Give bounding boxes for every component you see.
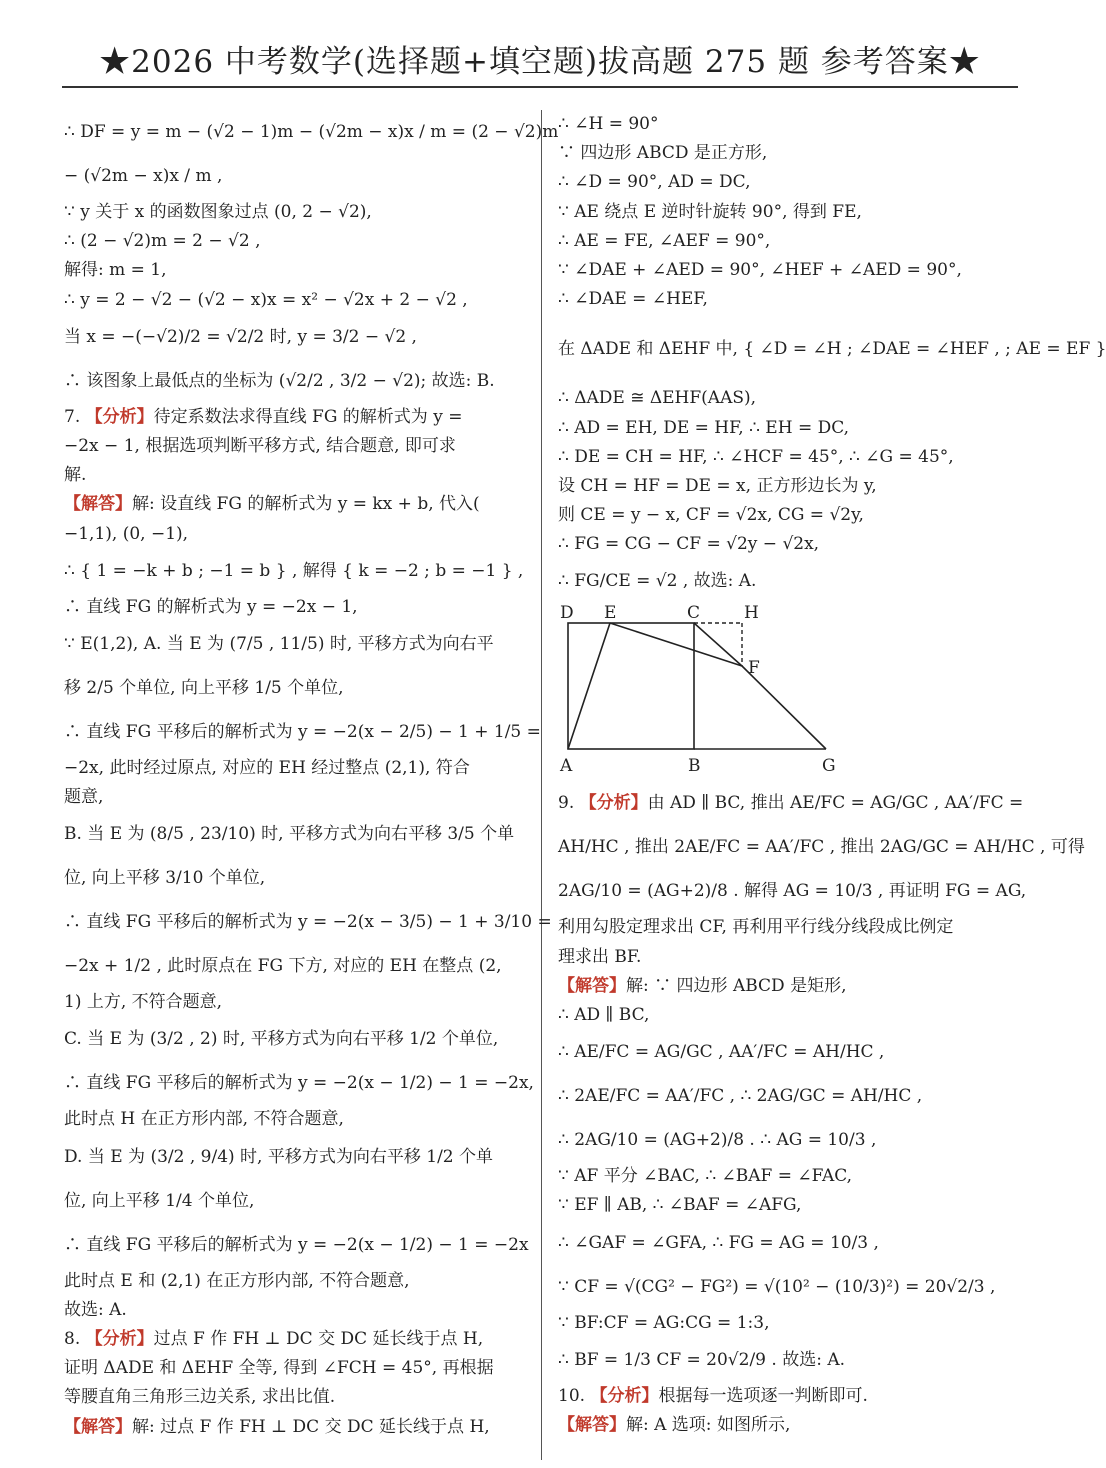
right-column-bottom: [558, 781, 1085, 1440]
segment-ef: [610, 623, 742, 666]
text-line: [558, 869, 1027, 913]
line-text: 设 CH = HF = DE = x, 正方形边长为 y,: [558, 475, 877, 496]
line-text: ∴ AE/FC = AG/GC , AA′/FC = AH/HC ,: [558, 1042, 885, 1063]
line-text: 解: 过点 F 作 FH ⊥ DC 交 DC 延长线于点 H,: [132, 1416, 490, 1437]
line-text: ∴ 直线 FG 平移后的解析式为 y = −2(x − 3/5) − 1 + 3/10 =: [64, 912, 552, 933]
text-line: [64, 1223, 529, 1267]
text-line: [558, 384, 1020, 413]
text-line: [558, 972, 1020, 1001]
label-c: C: [687, 603, 701, 624]
text-line: [64, 549, 524, 593]
text-line: [558, 256, 1020, 285]
text-line: [64, 520, 524, 549]
line-text: ∴ AD = EH, DE = HF, ∴ EH = DC,: [558, 417, 850, 438]
line-text: 此时点 E 和 (2,1) 在正方形内部, 不符合题意,: [64, 1270, 410, 1291]
line-text: 由 AD ∥ BC, 推出 AE/FC = AG/GC , AA′/FC =: [647, 793, 1024, 814]
text-line: [558, 110, 1020, 139]
line-text: D. 当 E 为 (3/2 , 9/4) 时, 平移方式为向右平移 1/2 个单: [64, 1146, 494, 1167]
line-text: − (√2m − x)x / m ,: [64, 166, 223, 186]
line-text: ∴ { 1 = −k + b ; −1 = b } , 解得 { k = −2 ; b = −1 } ,: [64, 560, 524, 581]
line-text: 解: A 选项: 如图所示,: [626, 1414, 791, 1435]
geometry-diagram: [558, 605, 858, 775]
text-line: [558, 913, 1020, 942]
label-g: G: [822, 756, 836, 777]
line-text: AH/HC , 推出 2AE/FC = AA′/FC , 推出 2AG/GC = AH/HC , 可得: [558, 837, 1085, 858]
line-text: ∵ AE 绕点 E 逆时针旋转 90°, 得到 FE,: [558, 201, 862, 222]
label-e: E: [604, 603, 617, 624]
text-line: [64, 227, 524, 256]
text-line: [558, 1382, 1020, 1411]
text-line: [558, 168, 1020, 197]
line-text: ∵ 四边形 ABCD 是正方形,: [558, 143, 768, 164]
column-divider: [541, 110, 542, 1460]
text-line: [64, 315, 524, 359]
text-line: [558, 559, 1020, 603]
section-tag: 【分析】: [590, 1385, 659, 1406]
question-number: 7.: [64, 406, 86, 427]
text-line: [64, 359, 524, 403]
text-line: [64, 1413, 524, 1442]
text-line: [64, 403, 524, 432]
text-line: [558, 825, 1085, 869]
section-tag: 【解答】: [558, 975, 626, 996]
text-line: [64, 666, 524, 710]
text-line: [558, 530, 1020, 559]
text-line: [558, 501, 1020, 530]
text-line: [64, 856, 524, 900]
text-line: [64, 1325, 524, 1354]
line-text: 理求出 BF.: [558, 946, 642, 967]
text-line: [558, 414, 1020, 443]
line-text: ∴ ∠D = 90°, AD = DC,: [558, 172, 751, 193]
line-text: ∴ FG/CE = √2 , 故选: A.: [558, 571, 757, 592]
text-line: [64, 622, 524, 666]
text-line: [558, 1001, 1020, 1030]
text-line: [64, 812, 524, 856]
line-text: 当 x = −(−√2)/2 = √2/2 时, y = 3/2 − √2 ,: [64, 326, 417, 347]
line-text: 利用勾股定理求出 CF, 再利用平行线分线段成比例定: [558, 917, 954, 938]
text-line: [64, 783, 524, 812]
label-h: H: [744, 603, 759, 624]
segment-ae: [568, 623, 610, 749]
text-line: [64, 1061, 534, 1105]
text-line: [64, 1135, 524, 1179]
line-text: 根据每一选项逐一判断即可.: [658, 1385, 868, 1406]
line-text: ∴ 2AG/10 = (AG+2)/8 . ∴ AG = 10/3 ,: [558, 1130, 877, 1151]
text-line: [558, 139, 1020, 168]
text-line: [558, 1265, 1020, 1309]
text-line: [558, 1162, 1020, 1191]
text-line: [64, 1296, 524, 1325]
text-line: [64, 1179, 524, 1223]
right-column: [558, 110, 1106, 1440]
label-d: D: [560, 603, 574, 624]
line-text: ∴ y = 2 − √2 − (√2 − x)x = x² − √2x + 2 − √2 ,: [64, 289, 468, 310]
section-tag: 【解答】: [64, 1416, 132, 1437]
text-line: [64, 593, 524, 622]
line-text: ∴ ∠GAF = ∠GFA, ∴ FG = AG = 10/3 ,: [558, 1232, 879, 1253]
square-abcd: [568, 623, 694, 749]
question-number: 10.: [558, 1385, 591, 1406]
segment-fg: [742, 666, 826, 749]
line-text: ∴ ΔADE ≅ ΔEHF(AAS),: [558, 388, 757, 409]
line-text: 解: ∵ 四边形 ABCD 是矩形,: [626, 975, 847, 996]
line-text: ∴ DF = y = m − (√2 − 1)m − (√2m − x)x / m = (2 − √2)m: [64, 122, 559, 142]
line-text: ∴ 直线 FG 的解析式为 y = −2x − 1,: [64, 596, 358, 617]
text-line: [64, 432, 524, 461]
header-divider: [62, 86, 1018, 88]
line-text: ∵ EF ∥ AB, ∴ ∠BAF = ∠AFG,: [558, 1195, 802, 1216]
label-b: B: [688, 756, 701, 777]
line-text: −1,1), (0, −1),: [64, 523, 189, 544]
text-line: [558, 1191, 1020, 1220]
line-text: ∵ BF:CF = AG:CG = 1:3,: [558, 1312, 770, 1333]
line-text: ∴ 直线 FG 平移后的解析式为 y = −2(x − 1/2) − 1 = −2x: [64, 1234, 529, 1255]
line-text: ∵ y 关于 x 的函数图象过点 (0, 2 − √2),: [64, 202, 372, 222]
text-line: [64, 461, 524, 490]
line-text: 2AG/10 = (AG+2)/8 . 解得 AG = 10/3 , 再证明 FG = AG,: [558, 881, 1027, 902]
line-text: 题意,: [64, 787, 104, 808]
text-line: [558, 1118, 1020, 1162]
text-line: [64, 490, 524, 519]
line-text: −2x − 1, 根据选项判断平移方式, 结合题意, 即可求: [64, 435, 456, 456]
line-text: −2x + 1/2 , 此时原点在 FG 下方, 对应的 EH 在整点 (2,: [64, 956, 502, 977]
section-tag: 【解答】: [558, 1414, 626, 1435]
line-text: ∴ ∠DAE = ∠HEF,: [558, 289, 708, 310]
text-line: [64, 944, 524, 988]
line-text: 等腰直角三角形三边关系, 求出比值.: [64, 1387, 336, 1408]
line-text: ∴ (2 − √2)m = 2 − √2 ,: [64, 231, 261, 252]
text-line: [558, 285, 1020, 314]
line-text: 过点 F 作 FH ⊥ DC 交 DC 延长线于点 H,: [153, 1329, 484, 1349]
line-text: −2x, 此时经过原点, 对应的 EH 经过整点 (2,1), 符合: [64, 757, 470, 778]
text-line: [558, 198, 1020, 227]
text-line: [64, 988, 524, 1017]
text-line: [558, 227, 1020, 256]
text-line: [558, 1030, 1020, 1074]
section-tag: 【分析】: [579, 793, 648, 814]
line-text: 此时点 H 在正方形内部, 不符合题意,: [64, 1109, 344, 1130]
text-line: [558, 943, 1020, 972]
line-text: 移 2/5 个单位, 向上平移 1/5 个单位,: [64, 677, 344, 698]
text-line: [64, 256, 524, 285]
question-number: 9.: [558, 793, 580, 814]
text-line: [558, 1221, 1020, 1265]
line-text: ∴ DE = CH = HF, ∴ ∠HCF = 45°, ∴ ∠G = 45°,: [558, 446, 954, 467]
line-text: ∴ AE = FE, ∠AEF = 90°,: [558, 230, 771, 251]
line-text: C. 当 E 为 (3/2 , 2) 时, 平移方式为向右平移 1/2 个单位,: [64, 1029, 499, 1050]
text-line: [64, 1383, 524, 1412]
text-line: [64, 710, 541, 754]
line-text: ∴ 该图象上最低点的坐标为 (√2/2 , 3/2 − √2); 故选: B.: [64, 370, 495, 391]
left-column: [64, 110, 559, 1442]
text-line: [64, 1354, 524, 1383]
line-text: ∴ 直线 FG 平移后的解析式为 y = −2(x − 1/2) − 1 = −2x,: [64, 1073, 534, 1094]
text-line: [558, 472, 1020, 501]
line-text: 解得: m = 1,: [64, 260, 167, 281]
text-line: [64, 1267, 524, 1296]
question-number: 8.: [64, 1329, 86, 1349]
line-text: 待定系数法求得直线 FG 的解析式为 y =: [153, 406, 463, 427]
section-tag: 【解答】: [64, 494, 132, 515]
line-text: 位, 向上平移 3/10 个单位,: [64, 868, 266, 889]
line-text: 证明 ΔADE 和 ΔEHF 全等, 得到 ∠FCH = 45°, 再根据: [64, 1358, 494, 1379]
page-title: ★2026 中考数学(选择题+填空题)拔高题 275 题 参考答案★: [99, 44, 981, 80]
text-line: [64, 1105, 524, 1134]
text-line: [558, 1338, 1020, 1382]
text-line: [64, 198, 524, 227]
line-text: 则 CE = y − x, CF = √2x, CG = √2y,: [558, 505, 864, 526]
text-line: [64, 286, 524, 315]
text-line: [64, 110, 559, 154]
line-text: ∴ BF = 1/3 CF = 20√2/9 . 故选: A.: [558, 1349, 846, 1370]
section-tag: 【分析】: [85, 1329, 154, 1349]
text-line: [64, 754, 524, 783]
text-line: [558, 1411, 1020, 1440]
line-text: ∵ E(1,2), A. 当 E 为 (7/5 , 11/5) 时, 平移方式为向右平: [64, 633, 494, 654]
line-text: 解.: [64, 465, 87, 486]
line-text: ∵ ∠DAE + ∠AED = 90°, ∠HEF + ∠AED = 90°,: [558, 259, 962, 280]
line-text: ∴ 2AE/FC = AA′/FC , ∴ 2AG/GC = AH/HC ,: [558, 1086, 923, 1107]
line-text: 位, 向上平移 1/4 个单位,: [64, 1190, 255, 1211]
line-text: ∵ CF = √(CG² − FG²) = √(10² − (10/3)²) = 20√2/3 ,: [558, 1276, 996, 1297]
text-line: [64, 900, 552, 944]
label-a: A: [560, 756, 573, 777]
line-text: ∴ AD ∥ BC,: [558, 1005, 650, 1025]
text-line: [558, 1309, 1020, 1338]
line-text: 在 ΔADE 和 ΔEHF 中, { ∠D = ∠H ; ∠DAE = ∠HEF , ; AE = EF }: [558, 339, 1106, 360]
line-text: ∵ AF 平分 ∠BAC, ∴ ∠BAF = ∠FAC,: [558, 1166, 853, 1187]
line-text: 1) 上方, 不符合题意,: [64, 992, 223, 1013]
text-line: [558, 314, 1106, 384]
segment-cf: [694, 623, 742, 666]
text-line: [64, 154, 524, 198]
line-text: ∴ ∠H = 90°: [558, 114, 659, 134]
text-line: [558, 1074, 1020, 1118]
text-line: [558, 781, 1024, 825]
line-text: 解: 设直线 FG 的解析式为 y = kx + b, 代入(: [132, 494, 480, 515]
line-text: ∴ FG = CG − CF = √2y − √2x,: [558, 534, 820, 555]
label-f: F: [748, 658, 760, 679]
right-column-top: [558, 110, 1106, 603]
text-line: [558, 443, 1020, 472]
section-tag: 【分析】: [85, 406, 154, 427]
line-text: ∴ 直线 FG 平移后的解析式为 y = −2(x − 2/5) − 1 + 1/5 =: [64, 721, 541, 742]
text-line: [64, 1017, 524, 1061]
line-text: 故选: A.: [64, 1299, 127, 1320]
line-text: B. 当 E 为 (8/5 , 23/10) 时, 平移方式为向右平移 3/5 个单: [64, 824, 515, 845]
